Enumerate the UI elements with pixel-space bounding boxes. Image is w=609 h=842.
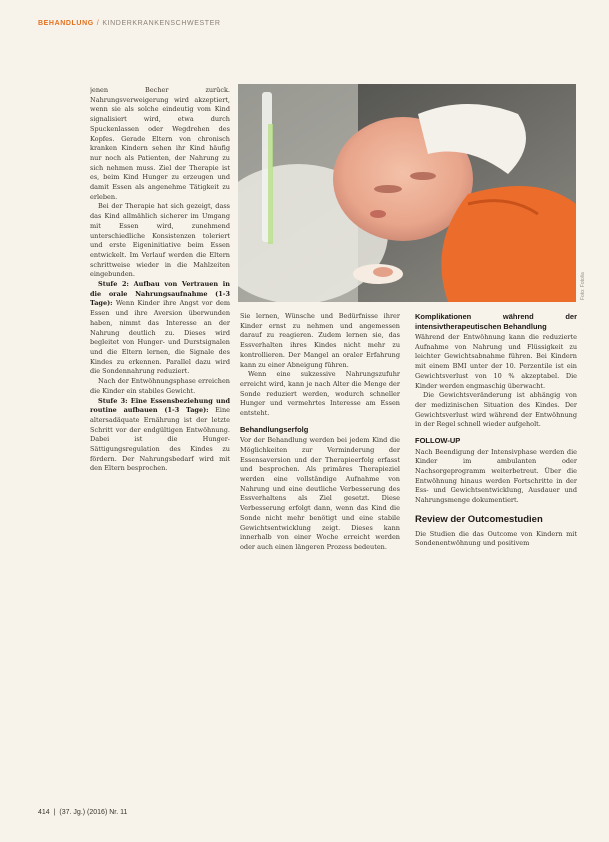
col1-paragraph: jenen Becher zurück. Nahrungsverweigerung wird akzeptiert, wenn sie als solche eindeutig vom Kind signalisiert wird, etwa durch Spuckenlassen oder Wegdrehen des Kopfes. Gerade Eltern von chronisch kranken Kindern sehen ihr Kind häufig nur noch als Patienten, der Nahrung zu sich nehmen muss. Ziel der Therapie ist es, beim Kind Hunger zu erzeugen und damit Essen als angenehme Tätigkeit zu erleben. (90, 86, 230, 201)
stage-3-title: Stufe 3: Eine Essensbeziehung und routine aufbauen (1-3 Tage): (90, 396, 230, 415)
heading-follow-up: FOLLOW-UP (415, 436, 461, 446)
stage-2-title: Stufe 2: Aufbau von Vertrauen in die orale Nahrungsaufnahme (1-3 Tage): (90, 280, 230, 308)
header-magazine: KINDERKRANKENSCHWESTER (102, 20, 221, 27)
text-column-3 (415, 312, 577, 804)
page-number: 414 (38, 809, 50, 816)
text-column-2 (240, 312, 400, 804)
col3-paragraph: Die Studien die das Outcome von Kindern mit Sondenentwöhnung und positivem (415, 529, 577, 548)
header-section: BEHANDLUNG (38, 20, 94, 27)
stage-3-text: Eine altersadäquate Ernährung ist der letzte Schritt vor der endgültigen Entwöhnung. Dabei ist die Hunger-Sättigungsregulation des Kindes zu fördern. Der Nahrungsbedarf wird mit den Eltern besprochen. (90, 406, 230, 473)
page-footer (38, 809, 127, 816)
header-separator: / (96, 20, 100, 27)
col3-paragraph: Während der Entwöhnung kann die reduzierte Aufnahme von Nahrung und Flüssigkeit zu leichter Gewichtsabnahme führen. Bei Kindern mit einem BMI unter der 10. Perzentile ist ein Gewichtsverlust von 10 % akzeptabel. Die Kinder werden engmaschig überwacht. (415, 333, 577, 390)
col2-paragraph: Wenn eine sukzessive Nahrungszufuhr erreicht wird, kann je nach Alter die Menge der Sonde reduziert werden, wodurch schneller Hunger und vermehrtes Interesse am Essen entsteht. (240, 370, 400, 418)
baby-photo (238, 84, 576, 302)
col2-paragraph: Vor der Behandlung werden bei jedem Kind die Möglichkeiten zur Verminderung der Essensaversion und der Therapieerfolg erfasst und besprochen. Als primäres Therapieziel werden eine vollständige Aufnahme von Nahrung und eine deutliche Verbesserung des Essverhaltens als Ziel gesetzt. Diese Verbesserung erfolgt dann, wenn das Kind die Sonde nicht mehr benötigt und eine stabile Gewichtsentwicklung zeigt. Dieses kann innerhalb von einer Woche erreicht werden oder auch einen längeren Prozess bedeuten. (240, 436, 400, 551)
col1-paragraph: Nach der Entwöhnungsphase erreichen die Kinder ein stabiles Gewicht. (90, 377, 230, 395)
stage-2-text: Wenn Kinder ihre Angst vor dem Essen und ihre Aversion überwunden haben, nimmt das Interesse an der Nahrung deutlich zu. Dieses wird begleitet von Hunger- und Durstsignalen und die Eltern lernen, die Signale des Kindes zu erkennen. Parallel dazu wird die Sondennahrung reduziert. (90, 299, 230, 376)
heading-behandlungserfolg: Behandlungserfolg (240, 424, 309, 434)
col2-paragraph: Sie lernen, Wünsche und Bedürfnisse ihrer Kinder ernst zu nehmen und angemessen darauf zu reagieren. Zudem lernen sie, das Essverhalten ihres Kindes nicht mehr zu kontrollieren. Der Mangel an oraler Erfahrung kann zu einer Abneigung führen. (240, 312, 400, 369)
issue-info: (37. Jg.) (2016) Nr. 11 (59, 809, 128, 816)
running-header (38, 20, 578, 27)
baby-photo-illustration (238, 84, 576, 302)
col3-paragraph: Die Gewichtsveränderung ist abhängig von der medizinischen Situation des Kindes. Der Gewichtsverlust wird während der Entwöhnung in der Regel schnell wieder aufgeholt. (415, 391, 577, 429)
col3-paragraph: Nach Beendigung der Intensivphase werden die Kinder im ambulanten oder Nachsorgeprogramm weiterbetreut. Über die Entwöhnung hinaus werden Fortschritte in der Ess- und Gewichtsentwicklung, Ausdauer und Nahrungsmenge dokumentiert. (415, 447, 577, 505)
heading-review-outcomestudien: Review der Outcomestudien (415, 513, 543, 525)
text-column-1 (90, 86, 230, 804)
photo-credit: Foto: Fotolia (580, 272, 586, 300)
col1-paragraph: Bei der Therapie hat sich gezeigt, dass das Kind allmählich sicherer im Umgang mit Essen wird, zunehmend unterschiedliche Konsistenzen toleriert und erste Eigeninitiative beim Essen entwickelt. Im Verlauf werden die Eltern schrittweise wieder in die Mahlzeiten eingebunden. (90, 202, 230, 279)
footer-separator: | (53, 809, 56, 816)
heading-komplikationen: Komplikationen während der intensivtherapeutischen Behandlung (415, 312, 577, 331)
